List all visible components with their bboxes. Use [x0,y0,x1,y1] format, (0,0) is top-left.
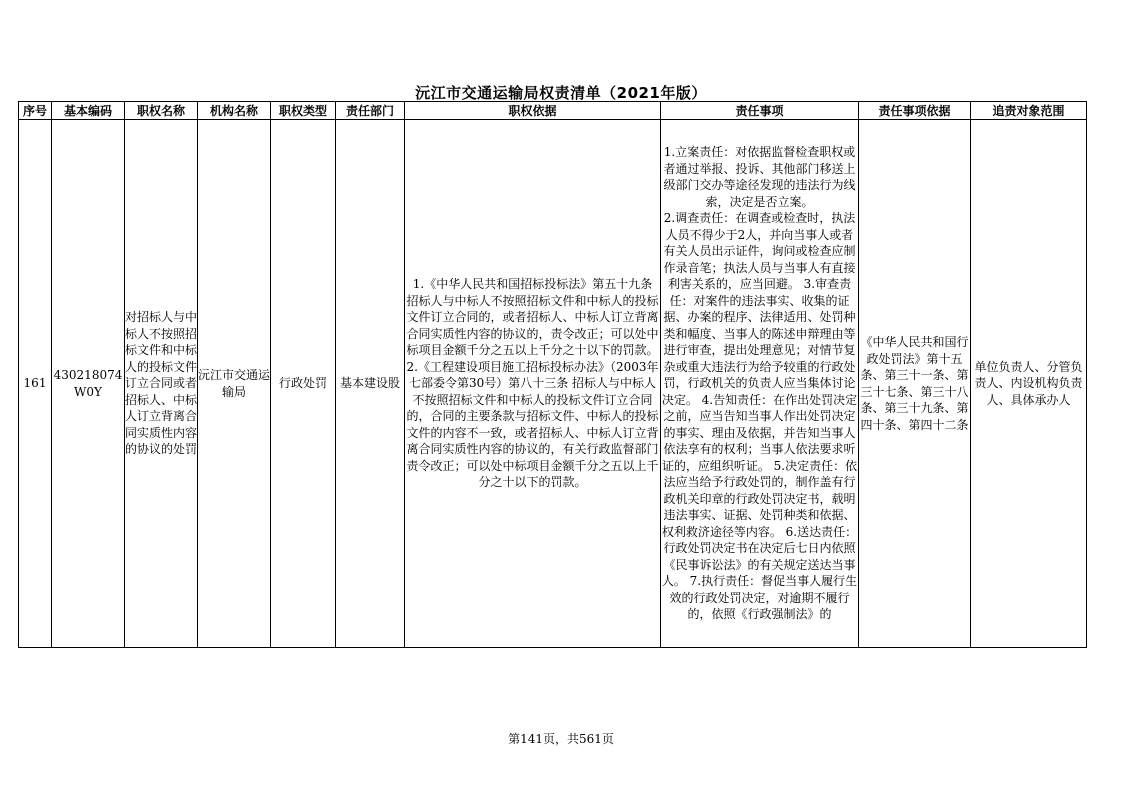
cell-basis: 1.《中华人民共和国招标投标法》第五十九条 招标人与中标人不按照招标文件和中标人的投标文件订立合同的，或者招标人、中标人订立背离合同实质性内容的协议的，责令改正；可以处中标项目金额千分之五以上千分之十以下的罚款。 2.《工程建设项目施工招标投标办法》（2003年七部委令第30号）第八十三条 招标人与中标人不按照招标文件和中标人的投标文件订立合同的，合同的主要条款与招标文件、中标人的投标文件的内容不一致，或者招标人、中标人订立背离合同实质性内容的协议的，有关行政监督部门责令改正；可以处中标项目金额千分之五以上千分之十以下的罚款。 [405,120,661,648]
table-header-row [19,102,1087,120]
cell-org-name: 沅江市交通运输局 [198,120,271,648]
header-seq: 序号 [19,102,52,120]
cell-power-name: 对招标人与中标人不按照招标文件和中标人的投标文件订立合同或者招标人、中标人订立背离合同实质性内容的协议的处罚 [125,120,198,648]
header-department: 责任部门 [336,102,405,120]
cell-accountability-scope: 单位负责人、分管负责人、内设机构负责人、具体承办人 [971,120,1087,648]
header-power-name: 职权名称 [125,102,198,120]
header-responsibilities: 责任事项 [661,102,859,120]
document-title: 沅江市交通运输局权责清单（2021年版） [415,84,707,102]
duty-list-table [18,101,1087,648]
cell-code: 430218074W0Y [52,120,125,648]
cell-responsibility-basis: 《中华人民共和国行政处罚法》第十五条、第三十一条、第三十七条、第三十八条、第三十九条、第四十条、第四十二条 [859,120,971,648]
header-responsibility-basis: 责任事项依据 [859,102,971,120]
header-power-type: 职权类型 [271,102,336,120]
table-row [19,120,1087,648]
header-basis: 职权依据 [405,102,661,120]
cell-power-type: 行政处罚 [271,120,336,648]
cell-department: 基本建设股 [336,120,405,648]
header-org-name: 机构名称 [198,102,271,120]
header-code: 基本编码 [52,102,125,120]
cell-responsibilities: 1.立案责任：对依据监督检查职权或者通过举报、投诉、其他部门移送上级部门交办等途径发现的违法行为线索，决定是否立案。 2.调查责任：在调查或检查时，执法人员不得少于2人，并向当事人或者有关人员出示证件，询问或检查应制作录音笔；执法人员与当事人有直接利害关系的，应当回避。 3.审查责任：对案件的违法事实、收集的证据、办案的程序、法律适用、处罚种类和幅度、当事人的陈述申辩理由等进行审查，提出处理意见；对情节复杂或重大违法行为给予较重的行政处罚，行政机关的负责人应当集体讨论决定。 4.告知责任：在作出处罚决定之前，应当告知当事人作出处罚决定的事实、理由及依据，并告知当事人依法享有的权利；当事人依法要求听证的，应组织听证。 5.决定责任：依法应当给予行政处罚的，制作盖有行政机关印章的行政处罚决定书，载明违法事实、证据、处罚种类和依据、权利救济途径等内容。 6.送达责任：行政处罚决定书在决定后七日内依照《民事诉讼法》的有关规定送达当事人。 7.执行责任：督促当事人履行生效的行政处罚决定，对逾期不履行的，依照《行政强制法》的 [661,120,859,648]
cell-seq: 161 [19,120,52,648]
page-number: 第141页，共561页 [508,732,614,746]
header-accountability-scope: 追责对象范围 [971,102,1087,120]
